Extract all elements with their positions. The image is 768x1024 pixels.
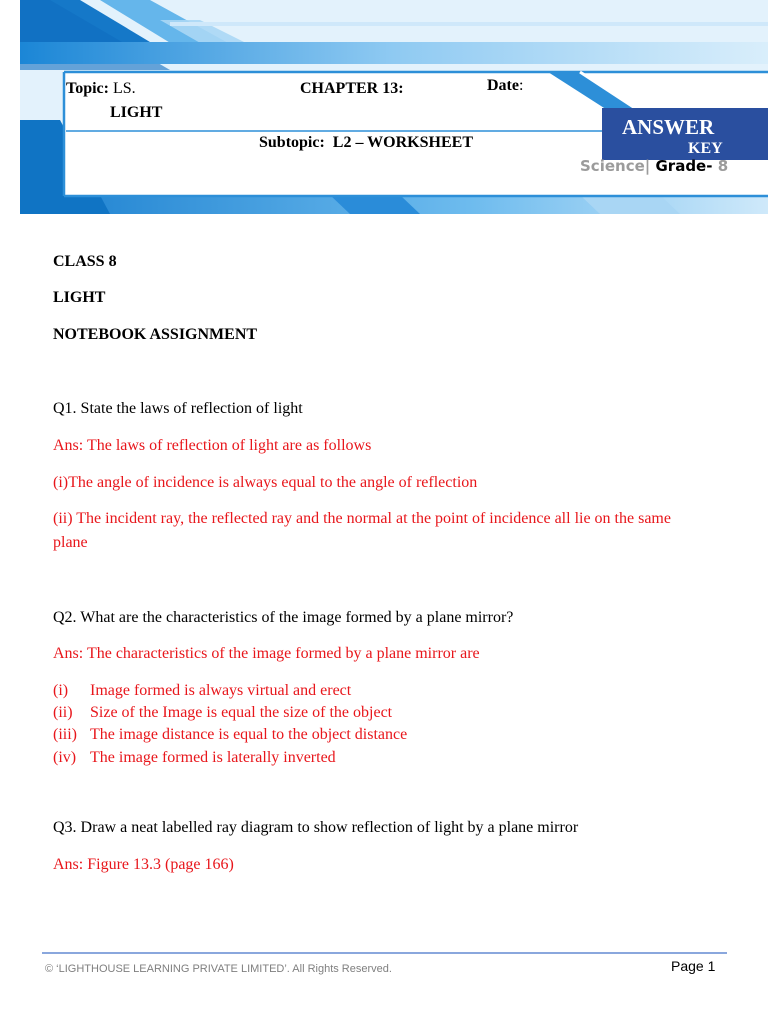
list-number: (iv) bbox=[53, 749, 77, 766]
answer-key-badge bbox=[622, 114, 768, 156]
copyright-notice: © ‘LIGHTHOUSE LEARNING PRIVATE LIMITED’. All Rights Reserved. bbox=[45, 963, 392, 975]
list-text: Size of the Image is equal the size of the object bbox=[90, 704, 393, 721]
list-number: (ii) bbox=[53, 704, 73, 721]
date-colon: : bbox=[518, 77, 524, 94]
grade-value: 8 bbox=[717, 157, 729, 175]
list-text: Image formed is always virtual and erect bbox=[90, 682, 352, 699]
answer-2-list-item bbox=[53, 682, 351, 700]
topic-value-line-2: LIGHT bbox=[110, 104, 163, 121]
list-text: The image distance is equal to the object distance bbox=[90, 726, 408, 743]
answer-2: Ans: The characteristics of the image formed by a plane mirror are bbox=[53, 645, 480, 662]
key-word: KEY bbox=[688, 140, 723, 156]
grade-label: Grade- bbox=[655, 157, 713, 175]
topic-line bbox=[66, 80, 136, 98]
question-2: Q2. What are the characteristics of the image formed by a plane mirror? bbox=[53, 609, 514, 626]
topic-label: Topic: bbox=[66, 80, 109, 97]
answer-1-point-2: (ii) The incident ray, the reflected ray and the normal at the point of incidence all lie on the same plane bbox=[53, 510, 671, 551]
topic-value: LS. bbox=[112, 80, 136, 97]
answer-1-point-1: (i)The angle of incidence is always equal to the angle of reflection bbox=[53, 474, 478, 491]
list-text: The image formed is laterally inverted bbox=[90, 749, 336, 766]
answer-word: ANSWER bbox=[622, 115, 715, 139]
subtopic-line bbox=[259, 134, 473, 152]
answer-3: Ans: Figure 13.3 (page 166) bbox=[53, 856, 234, 873]
answer-2-list-item bbox=[53, 704, 392, 722]
answer-1: Ans: The laws of reflection of light are as follows bbox=[53, 437, 372, 454]
question-3: Q3. Draw a neat labelled ray diagram to show reflection of light by a plane mirror bbox=[53, 819, 579, 836]
page-number: Page 1 bbox=[671, 958, 716, 974]
list-number: (iii) bbox=[53, 726, 77, 743]
subject-heading: LIGHT bbox=[53, 289, 106, 306]
subject-grade bbox=[580, 157, 728, 175]
question-1: Q1. State the laws of reflection of light bbox=[53, 400, 303, 417]
date-field bbox=[487, 77, 523, 95]
separator: | bbox=[644, 157, 651, 175]
answer-2-list-item bbox=[53, 749, 336, 767]
subtopic-label: Subtopic: bbox=[259, 134, 325, 151]
subject-label: Science bbox=[580, 157, 645, 175]
answer-2-list-item bbox=[53, 726, 407, 744]
subtopic-value: L2 – WORKSHEET bbox=[332, 134, 473, 151]
date-label: Date bbox=[487, 77, 519, 94]
assignment-heading: NOTEBOOK ASSIGNMENT bbox=[53, 326, 258, 343]
chapter-title: CHAPTER 13: bbox=[300, 80, 404, 97]
class-heading: CLASS 8 bbox=[53, 253, 117, 270]
header-banner bbox=[20, 0, 768, 214]
footer-divider bbox=[42, 952, 727, 954]
list-number: (i) bbox=[53, 682, 69, 699]
